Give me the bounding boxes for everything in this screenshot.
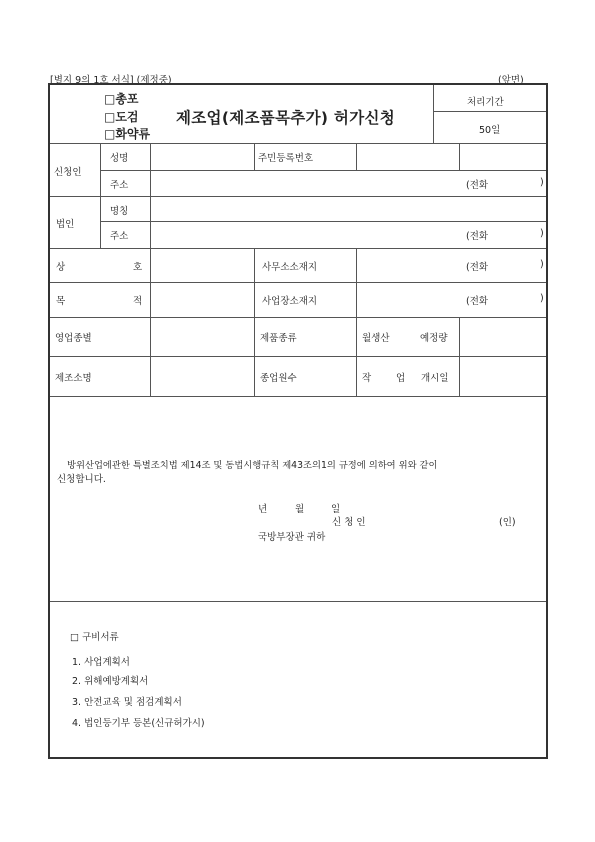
grid-line	[50, 601, 546, 602]
start-date-label-b: 업	[396, 373, 406, 384]
corporation-address-label: 주소	[110, 231, 129, 242]
office-phone-close: )	[540, 259, 544, 270]
grid-line	[50, 396, 546, 397]
employees-label: 종업원수	[260, 373, 297, 384]
grid-line	[50, 248, 546, 249]
business-type-label: 영업종별	[55, 333, 92, 344]
document-item: 1. 사업계획서	[72, 657, 130, 668]
grid-line	[50, 196, 546, 197]
grid-line	[50, 356, 546, 357]
corporation-phone-label: (전화	[466, 231, 489, 242]
date-year: 년	[258, 504, 268, 515]
grid-line	[433, 111, 546, 112]
grid-line	[433, 85, 434, 143]
grid-line	[50, 317, 546, 318]
required-documents-heading: □ 구비서류	[70, 632, 119, 643]
factory-name-label: 제조소명	[55, 373, 92, 384]
corporation-name-label: 명칭	[110, 206, 129, 217]
office-phone-label: (전화	[466, 262, 489, 273]
grid-line	[50, 282, 546, 283]
applicant-name-label: 성명	[110, 153, 129, 164]
grid-line	[254, 248, 255, 396]
grid-line	[254, 143, 255, 171]
applicant-phone-close: )	[540, 177, 544, 188]
workplace-phone-close: )	[540, 293, 544, 304]
document-item: 2. 위해예방계획서	[72, 676, 149, 687]
monthly-output-label-a: 월생산	[362, 333, 390, 344]
trade-name-label-left: 상	[56, 262, 66, 273]
checkbox-explosives[interactable]: □화약류	[104, 127, 151, 141]
grid-line	[356, 248, 357, 396]
date-day: 일	[331, 504, 341, 515]
corporation-phone-close: )	[540, 228, 544, 239]
start-date-label-c: 개시일	[421, 373, 449, 384]
checkbox-firearms[interactable]: □총포	[104, 92, 139, 106]
grid-line	[356, 143, 357, 171]
start-date-label-a: 작	[362, 373, 372, 384]
product-type-label: 제품종류	[260, 333, 297, 344]
applicant-label: 신청인	[54, 167, 82, 178]
workplace-phone-label: (전화	[466, 296, 489, 307]
document-item: 4. 법인등기부 등본(신규허가시)	[72, 718, 205, 729]
form-reference: [별지 9의 1호 서식] (제정중)	[50, 75, 172, 86]
purpose-label-left: 목	[56, 296, 66, 307]
signer-label: 신 청 인	[332, 517, 366, 528]
grid-line	[50, 143, 546, 144]
monthly-output-label-b: 예정량	[420, 333, 448, 344]
checkbox-swords[interactable]: □도검	[104, 110, 139, 124]
workplace-location-label: 사업장소재지	[262, 296, 318, 307]
office-location-label: 사무소소재지	[262, 262, 318, 273]
applicant-phone-label: (전화	[466, 180, 489, 191]
grid-line	[100, 143, 101, 248]
id-number-label: 주민등록번호	[258, 153, 314, 164]
statement-line-2: 신청합니다.	[57, 474, 106, 485]
grid-line	[150, 143, 151, 396]
form-title: 제조업(제조품목추가) 허가신청	[176, 109, 396, 127]
statement-line-1: 방위산업에관한 특별조치법 제14조 및 동법시행규칙 제43조의1의 규정에 의하여 위와 같이	[67, 460, 438, 471]
trade-name-label-right: 호	[133, 262, 143, 273]
grid-line	[100, 170, 546, 171]
seal-mark: (인)	[499, 517, 516, 528]
grid-line	[100, 221, 546, 222]
purpose-label-right: 적	[133, 296, 143, 307]
processing-period-value: 50일	[479, 125, 501, 136]
date-month: 월	[295, 504, 305, 515]
processing-period-label: 처리기간	[467, 97, 504, 108]
grid-line	[459, 143, 460, 171]
recipient: 국방부장관 귀하	[258, 532, 326, 543]
corporation-label: 법인	[56, 219, 75, 230]
grid-line	[459, 317, 460, 396]
applicant-address-label: 주소	[110, 180, 129, 191]
page-side: (앞면)	[498, 75, 524, 86]
document-item: 3. 안전교육 및 점검계획서	[72, 697, 182, 708]
